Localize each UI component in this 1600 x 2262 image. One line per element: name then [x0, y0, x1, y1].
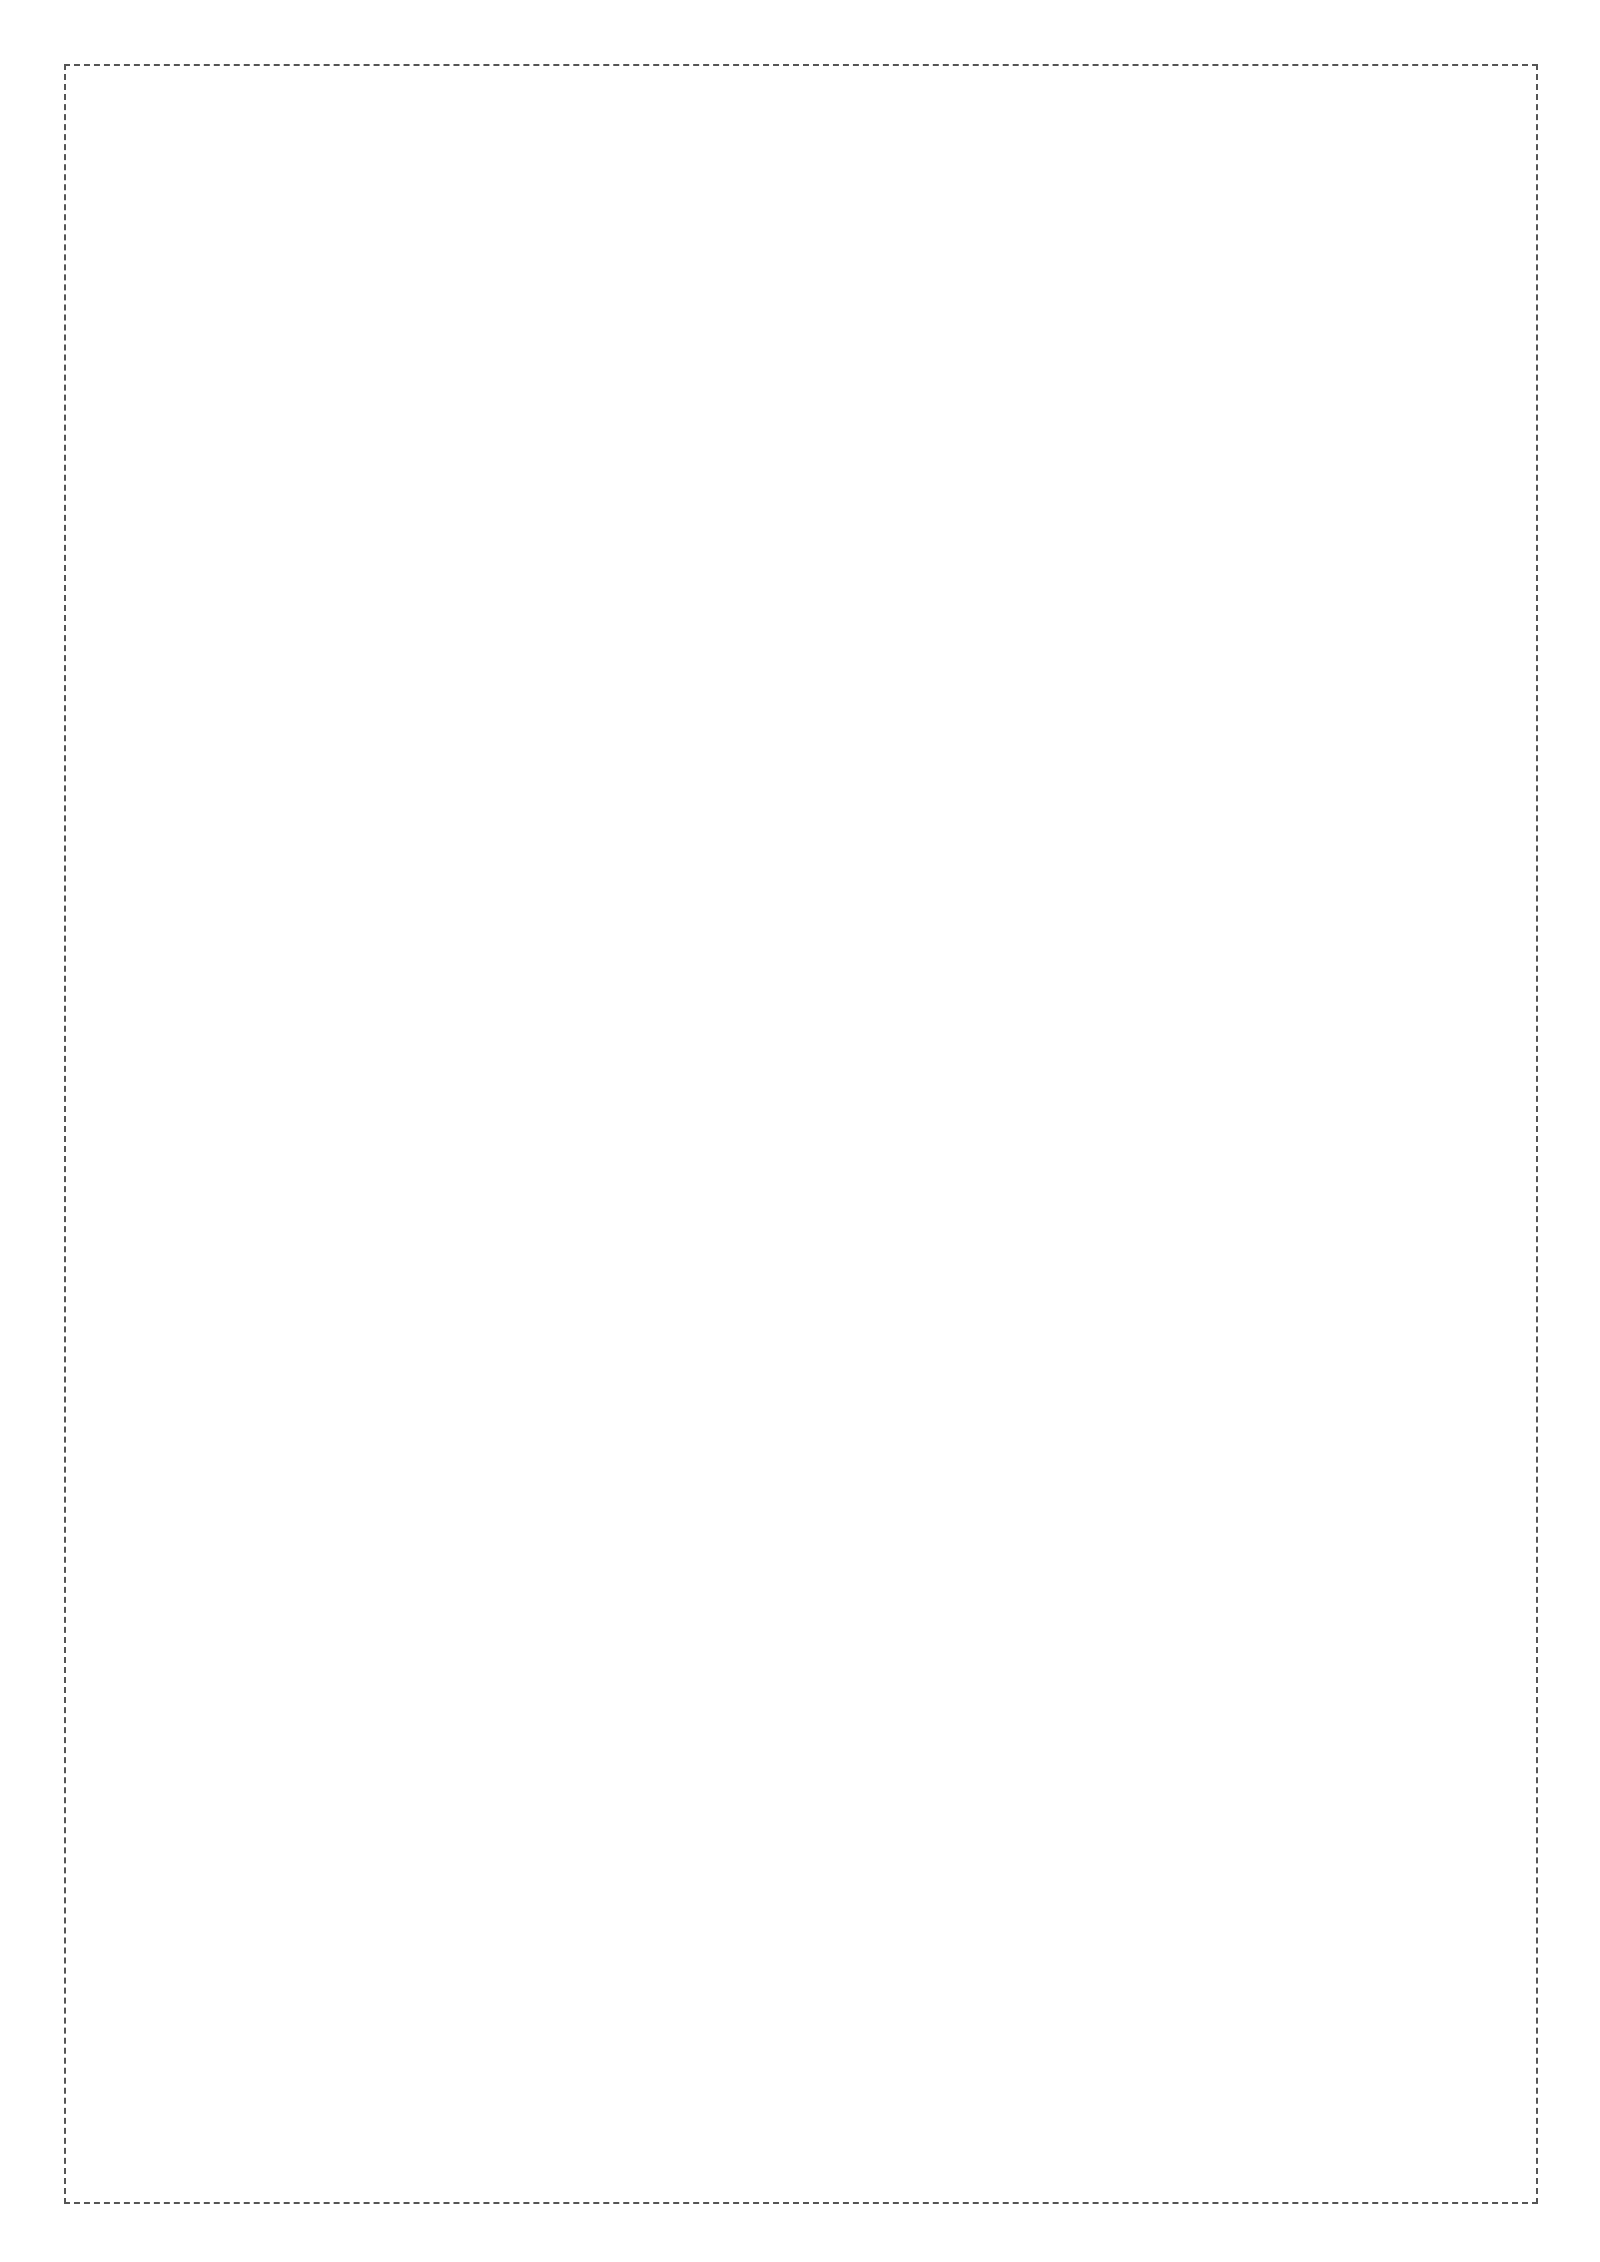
toc-chapter-2-heading[interactable]: [230, 674, 1520, 739]
toc-entry-bibliography[interactable]: [230, 1132, 1520, 1197]
toc-section-1-2[interactable]: [230, 544, 1520, 609]
toc-section-1-1[interactable]: [230, 478, 1520, 543]
toc-section-2-3-cont[interactable]: [230, 1001, 1520, 1066]
toc-section-2-1[interactable]: [230, 805, 1520, 870]
toc-section-2-3[interactable]: [230, 936, 1520, 1001]
toc-entry-kirish[interactable]: [230, 282, 1520, 347]
toc-chapter-2-heading-cont[interactable]: [230, 740, 1520, 805]
toc-entry-xulosa[interactable]: [230, 1067, 1520, 1132]
table-of-contents: [230, 282, 1520, 1197]
toc-chapter-1-heading-cont[interactable]: [230, 413, 1520, 478]
toc-section-1-3[interactable]: [230, 609, 1520, 674]
toc-section-2-2[interactable]: [230, 871, 1520, 936]
toc-chapter-1-heading[interactable]: [230, 347, 1520, 412]
